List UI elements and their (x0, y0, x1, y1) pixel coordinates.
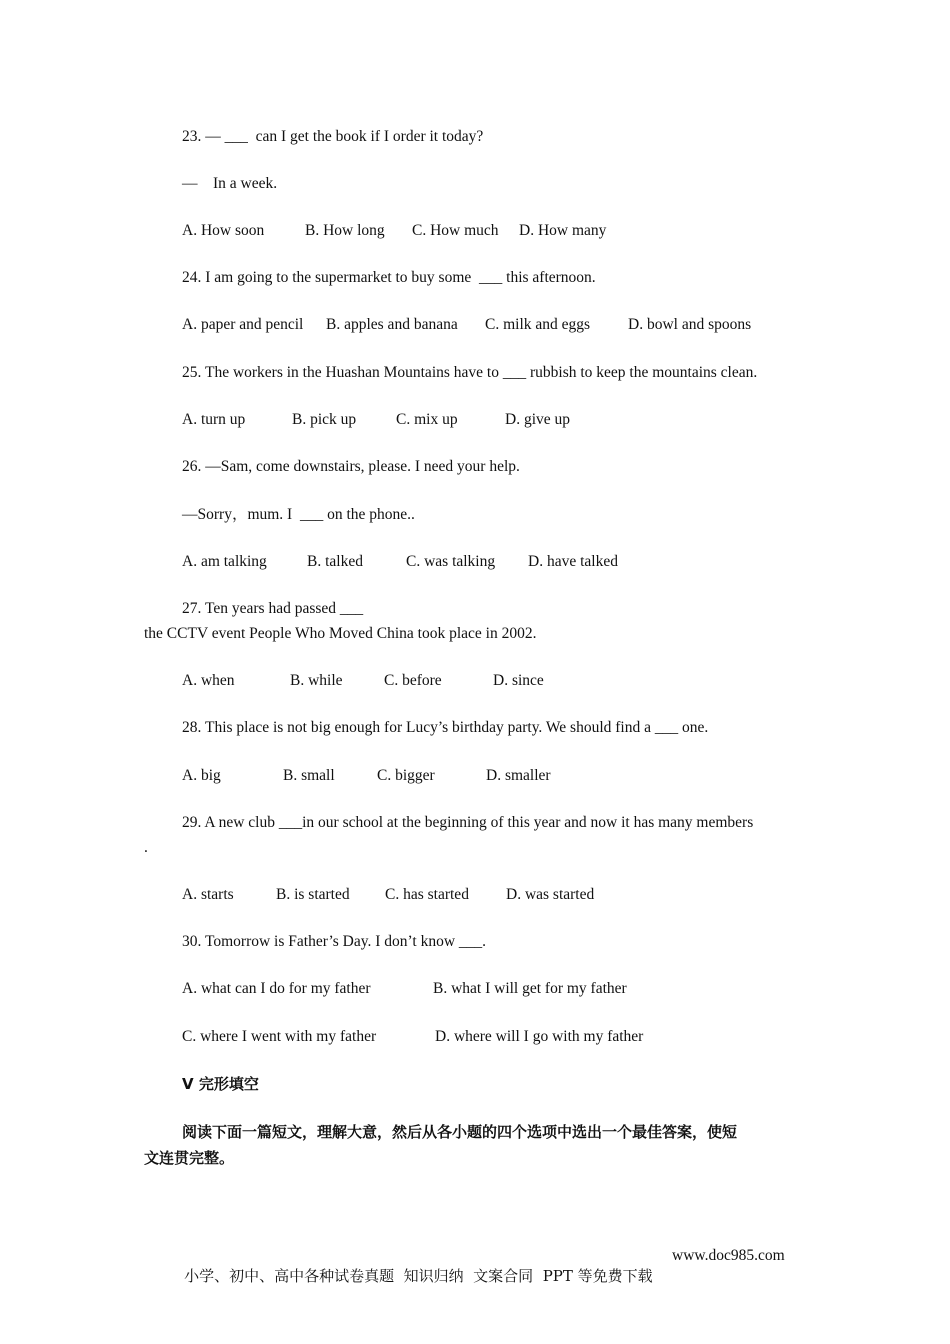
question-23-option-c: C. How much (412, 222, 499, 239)
footer-text: 小学、初中、高中各种试卷真题 知识归纳 文案合同 PPT 等免费下载 (184, 1267, 653, 1285)
question-27-option-b: B. while (290, 672, 343, 689)
question-29-stem-continuation: . (144, 839, 148, 856)
question-28-option-c: C. bigger (377, 767, 435, 784)
question-29-option-d: D. was started (506, 886, 595, 903)
question-27-stem-continuation: the CCTV event People Who Moved China took place in 2002. (144, 625, 537, 642)
question-30-stem: 30. Tomorrow is Father’s Day. I don’t know ___. (182, 933, 487, 950)
question-29-option-b: B. is started (276, 886, 350, 903)
question-25-option-c: C. mix up (396, 411, 458, 428)
question-26-reply: —Sorry，mum. I ___ on the phone.. (182, 506, 415, 523)
question-23-option-a: A. How soon (182, 222, 265, 239)
question-30-option-a: A. what can I do for my father (182, 980, 371, 997)
question-26-option-d: D. have talked (528, 553, 618, 570)
question-24-option-a: A. paper and pencil (182, 316, 304, 333)
question-28-option-b: B. small (283, 767, 335, 784)
question-30-option-d: D. where will I go with my father (435, 1028, 644, 1045)
question-24-option-d: D. bowl and spoons (628, 316, 752, 333)
question-25-stem: 25. The workers in the Huashan Mountains have to ___ rubbish to keep the mountains clean. (182, 364, 758, 381)
question-25-option-b: B. pick up (292, 411, 357, 428)
question-23-option-b: B. How long (305, 222, 385, 239)
question-26-option-c: C. was talking (406, 553, 496, 570)
question-25-option-d: D. give up (505, 411, 571, 428)
section-instruction-line-2: 文连贯完整。 (144, 1149, 235, 1167)
section-instruction-line-1: 阅读下面一篇短文，理解大意，然后从各小题的四个选项中选出一个最佳答案，使短 (182, 1123, 738, 1141)
question-24-stem: 24. I am going to the supermarket to buy some ___ this afternoon. (182, 269, 596, 286)
question-26-stem: 26. —Sam, come downstairs, please. I need your help. (182, 458, 520, 475)
question-24-option-b: B. apples and banana (326, 316, 458, 333)
question-25-option-a: A. turn up (182, 411, 246, 428)
question-28-option-d: D. smaller (486, 767, 551, 784)
question-29-option-a: A. starts (182, 886, 234, 903)
question-30-option-c: C. where I went with my father (182, 1028, 377, 1045)
question-28-option-a: A. big (182, 767, 221, 784)
question-23-option-d: D. How many (519, 222, 607, 239)
footer-url[interactable]: www.doc985.com (672, 1247, 785, 1264)
question-29-stem: 29. A new club ___in our school at the beginning of this year and now it has many members (182, 814, 754, 831)
question-27-option-d: D. since (493, 672, 544, 689)
question-27-option-a: A. when (182, 672, 235, 689)
question-30-option-b: B. what I will get for my father (433, 980, 627, 997)
question-23-reply: — In a week. (182, 175, 278, 192)
page-footer (165, 1246, 785, 1326)
question-28-stem: 28. This place is not big enough for Lucy’s birthday party. We should find a ___ one. (182, 719, 709, 736)
question-23-stem: 23. — ___ can I get the book if I order it today? (182, 128, 484, 145)
section-title: V 完形填空 (182, 1075, 259, 1093)
question-27-stem: 27. Ten years had passed ___ (182, 600, 364, 617)
question-29-option-c: C. has started (385, 886, 469, 903)
question-24-option-c: C. milk and eggs (485, 316, 591, 333)
question-26-option-a: A. am talking (182, 553, 267, 570)
question-26-option-b: B. talked (307, 553, 363, 570)
question-27-option-c: C. before (384, 672, 442, 689)
